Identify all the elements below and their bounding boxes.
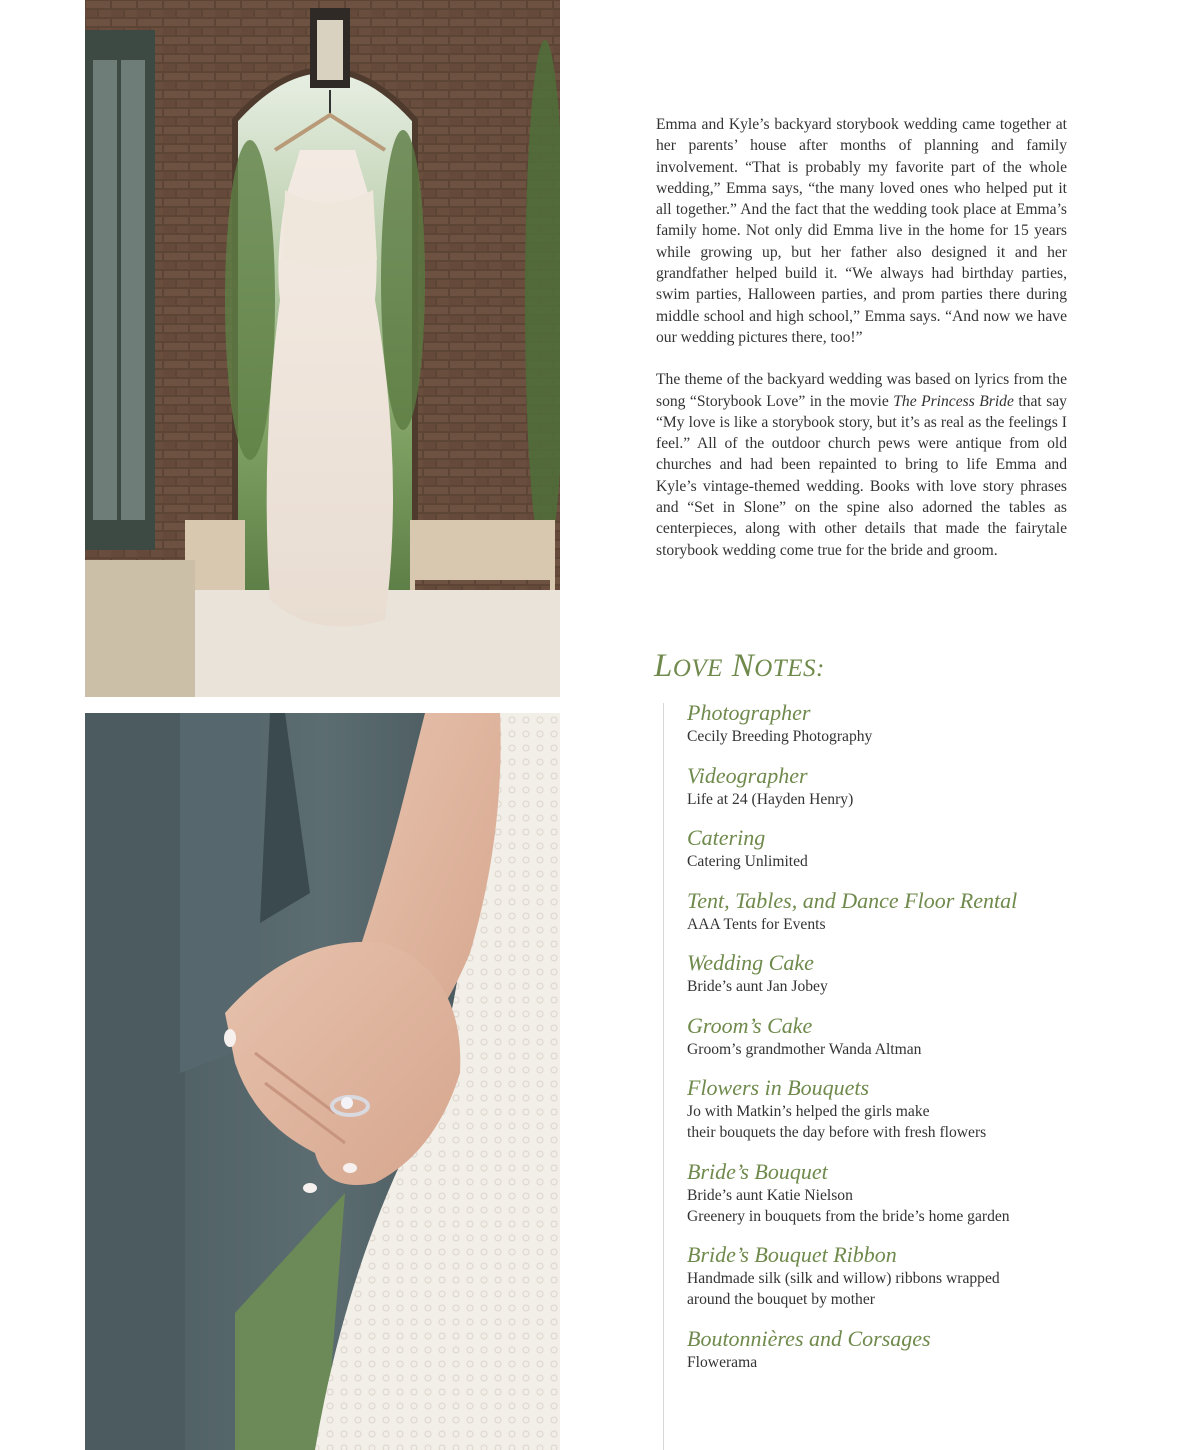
love-note-vendor: around the bouquet by mother <box>687 1291 875 1308</box>
love-note-item <box>687 1013 1107 1076</box>
love-notes-heading-l: L <box>654 648 673 684</box>
love-notes-heading-ove: OVE <box>672 655 723 682</box>
love-note-vendor: Bride’s aunt Jan Jobey <box>687 978 828 995</box>
holding-hands-illustration <box>85 713 560 1450</box>
love-note-category: Groom’s Cake <box>687 1012 813 1038</box>
story-paragraph-2-end: that say “My love is like a storybook story, but it’s as real as the feelings I feel.” All of the outdoor church pews were antique from old churches and had been repainted to bring to life Emma and Kyle’s vintage-themed wedding. Books with love story phrases and “Set in Slone” on the spine also adorned the tables as centerpieces, along with other details that made the fairytale storybook wedding come true for the bride and groom. <box>656 392 1067 559</box>
love-note-item <box>687 763 1107 826</box>
love-note-item <box>687 888 1107 951</box>
love-note-item <box>687 950 1107 1013</box>
love-note-vendor: AAA Tents for Events <box>687 915 826 933</box>
story-paragraph-1: Emma and Kyle’s backyard storybook wedding came together at her parents’ house after months of planning and family involvement. “That is probably my favorite part of the whole wedding,” Emma says, “the many loved ones who helped put it all together.” And the fact that the wedding took place at Emma’s family home. Not only did Emma live in the home for 15 years while growing up, but her father also designed it and her grandfather helped build it. “We always had birthday parties, swim parties, Halloween parties, and prom parties there during middle school and high school,” Emma says. “And now we have our wedding pictures there, too!” <box>656 116 1067 346</box>
love-note-vendor: Handmade silk (silk and willow) ribbons wrapped <box>687 1270 1000 1287</box>
love-note-category: Bride’s Bouquet <box>687 1158 828 1184</box>
love-note-category: Wedding Cake <box>687 950 814 975</box>
wedding-dress-illustration <box>85 0 560 697</box>
love-notes-list <box>687 700 1107 1388</box>
love-note-category: Flowers in Bouquets <box>687 1075 870 1100</box>
love-notes-divider <box>663 703 664 1450</box>
holding-hands-photo <box>85 713 560 1450</box>
love-note-category: Boutonnières and Corsages <box>687 1325 931 1351</box>
love-notes-heading-n: N <box>731 648 755 684</box>
love-note-item <box>687 1242 1107 1326</box>
love-note-category: Tent, Tables, and Dance Floor Rental <box>687 887 1018 913</box>
love-note-vendor: their bouquets the day before with fresh flowers <box>687 1124 987 1141</box>
love-note-item <box>687 1075 1107 1159</box>
wedding-dress-photo <box>85 0 560 697</box>
story-text <box>656 114 1067 582</box>
love-note-category: Videographer <box>687 762 808 788</box>
love-note-vendor: Life at 24 (Hayden Henry) <box>687 790 854 808</box>
love-note-vendor: Flowerama <box>687 1353 758 1371</box>
love-note-vendor: Groom’s grandmother Wanda Altman <box>687 1040 922 1058</box>
love-note-vendor: Catering Unlimited <box>687 853 808 870</box>
love-notes-heading <box>654 648 825 685</box>
love-note-item <box>687 700 1107 763</box>
love-note-vendor: Greenery in bouquets from the bride’s home garden <box>687 1207 1010 1225</box>
story-paragraph-2 <box>656 369 1067 561</box>
love-note-vendor: Jo with Matkin’s helped the girls make <box>687 1103 930 1120</box>
love-note-category: Catering <box>687 825 766 850</box>
movie-title: The Princess Bride <box>893 392 1014 410</box>
love-note-item <box>687 1159 1107 1243</box>
love-note-category: Photographer <box>687 700 811 725</box>
story-paragraph-2-start: The theme of the backyard wedding was based on lyrics from the song “Storybook Love” in the movie <box>656 371 1067 410</box>
love-note-category: Bride’s Bouquet Ribbon <box>687 1242 897 1267</box>
love-note-item <box>687 1326 1107 1389</box>
love-note-vendor: Bride’s aunt Katie Nielson <box>687 1186 853 1204</box>
love-note-vendor: Cecily Breeding Photography <box>687 728 873 745</box>
love-note-item <box>687 825 1107 888</box>
love-notes-heading-otes: OTES: <box>754 655 825 682</box>
